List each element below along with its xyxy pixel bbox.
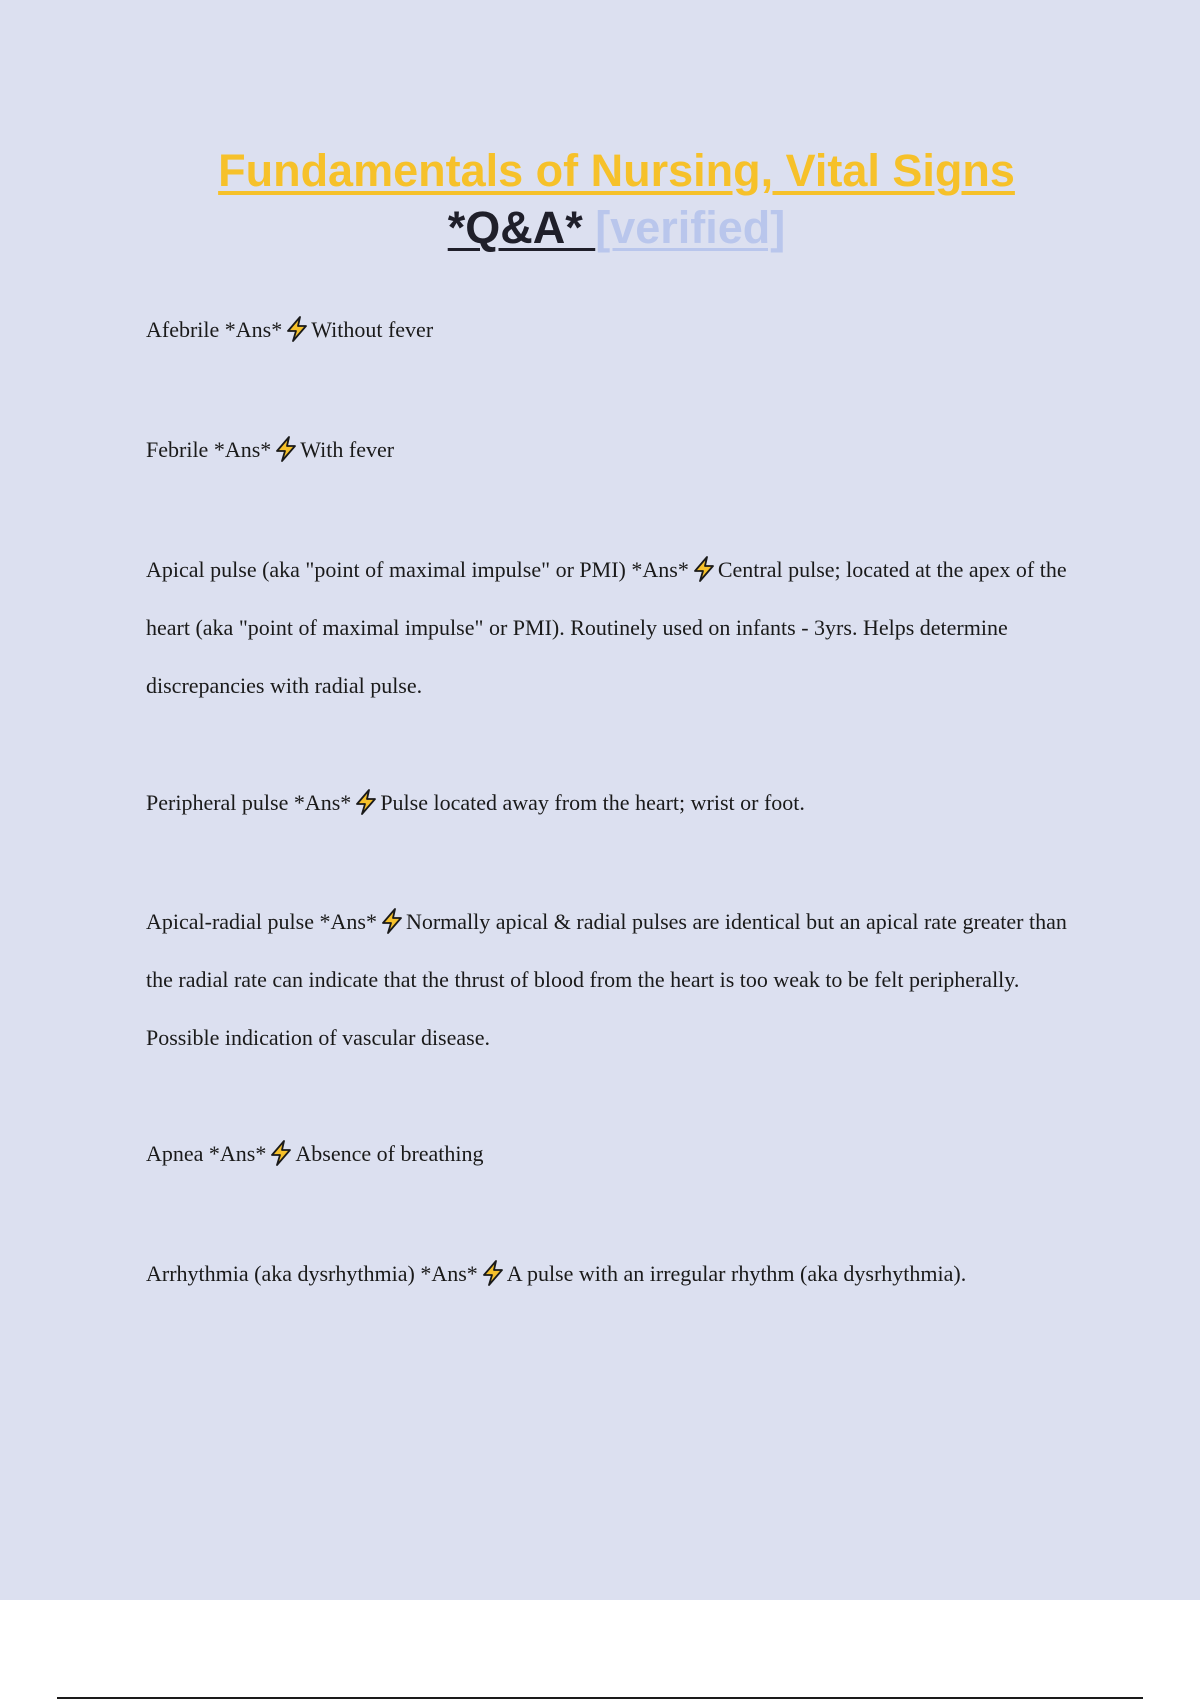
lightning-bolt-icon (274, 436, 298, 462)
lightning-bolt-icon (354, 789, 378, 815)
qa-entry-peripheral-pulse (146, 774, 1076, 832)
entry-answer: Normally apical & radial pulses are identical but an apical rate greater than the radial rate can indicate that the thrust of blood from the heart is too weak to be felt peripherally. Possible indication of vascular disease. (146, 909, 1067, 1050)
title-subtitle (0, 199, 1200, 257)
lightning-bolt-icon (269, 1140, 293, 1166)
entry-separator: *Ans* (319, 909, 377, 934)
lightning-bolt-icon (481, 1260, 505, 1286)
title-qa: *Q&A* (447, 202, 596, 253)
entry-separator: *Ans* (224, 317, 283, 342)
entry-separator: *Ans* (208, 1141, 267, 1166)
qa-entry-apical-radial-pulse (146, 893, 1076, 1067)
entry-separator: *Ans* (420, 1261, 478, 1286)
entry-separator: *Ans* (631, 557, 689, 582)
qa-entry-apnea (146, 1125, 1076, 1183)
qa-entry-arrhythmia (146, 1245, 1076, 1303)
entry-answer: With fever (300, 437, 395, 462)
entry-answer: Central pulse; located at the apex of the heart (aka "point of maximal impulse" or PMI). Routinely used on infants - 3yrs. Helps determine discrepancies with radial pulse. (146, 557, 1067, 698)
entry-term: Afebrile (146, 317, 225, 342)
lightning-bolt-icon (380, 908, 404, 934)
lightning-bolt-icon (285, 316, 309, 342)
entry-answer: A pulse with an irregular rhythm (aka dysrhythmia). (506, 1261, 967, 1286)
entry-term: Arrhythmia (aka dysrhythmia) (146, 1261, 421, 1286)
document-title (0, 143, 1200, 257)
title-verified: [verified] (595, 202, 786, 253)
lightning-bolt-icon (692, 556, 716, 582)
entry-term: Apnea (146, 1141, 209, 1166)
title-main: Fundamentals of Nursing, Vital Signs (218, 145, 1015, 196)
qa-entry-febrile (146, 421, 1076, 479)
entry-term: Apical-radial pulse (146, 909, 320, 934)
entry-answer: Without fever (311, 317, 434, 342)
entry-term: Peripheral pulse (146, 790, 294, 815)
entry-separator: *Ans* (213, 437, 272, 462)
entry-term: Febrile (146, 437, 214, 462)
entry-answer: Absence of breathing (295, 1141, 484, 1166)
qa-entry-apical-pulse (146, 541, 1076, 715)
footer-divider (57, 1697, 1143, 1699)
qa-entry-afebrile (146, 301, 1076, 359)
entry-answer: Pulse located away from the heart; wrist or foot. (380, 790, 805, 815)
entry-term: Apical pulse (aka "point of maximal impulse" or PMI) (146, 557, 632, 582)
entry-separator: *Ans* (293, 790, 352, 815)
